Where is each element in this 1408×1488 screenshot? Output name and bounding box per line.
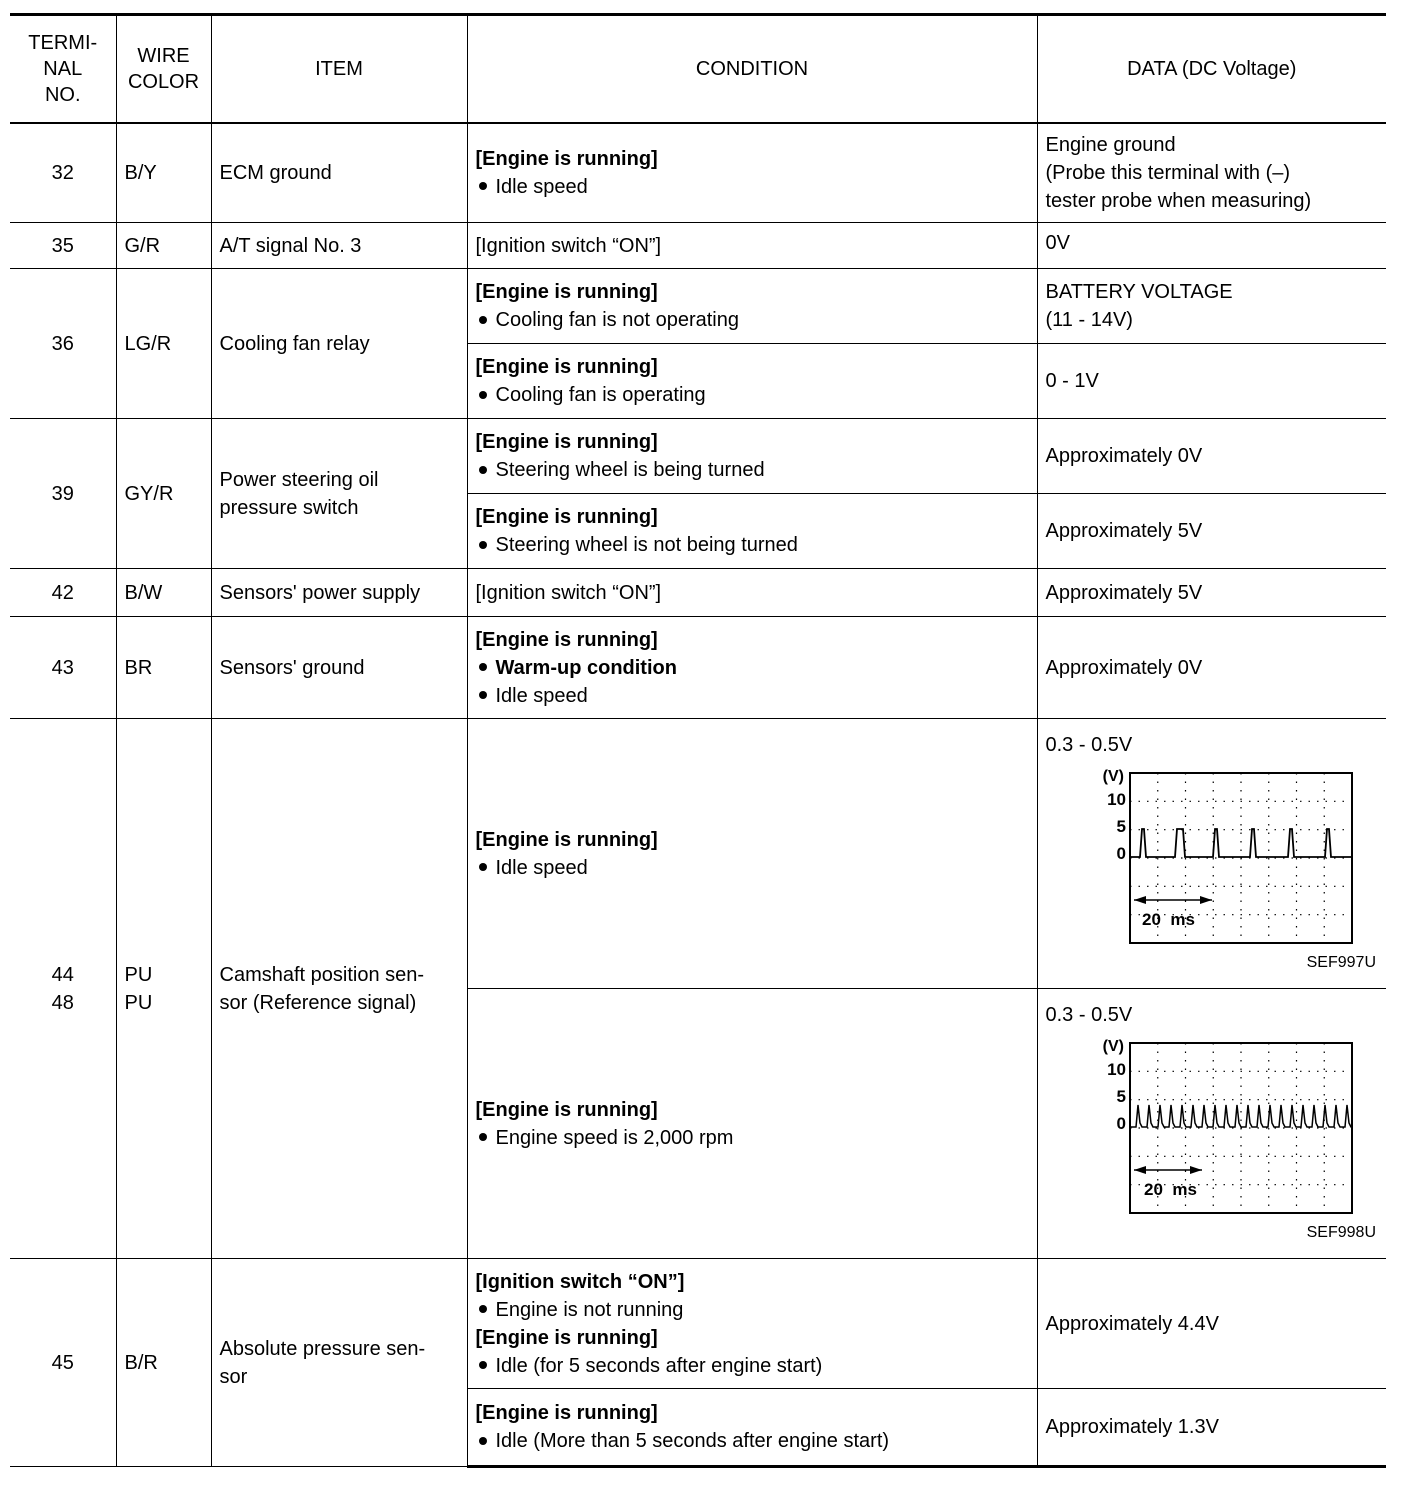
condition [467, 419, 1037, 494]
terminal-number: 39 [10, 419, 116, 569]
condition [467, 1259, 1037, 1389]
condition-heading: [Engine is running] [475, 356, 658, 378]
wire-color: BR [116, 617, 211, 719]
condition-heading: [Engine is running] [475, 1402, 658, 1424]
y-tick-label: 0 [1116, 1114, 1126, 1133]
bullet-icon [479, 1305, 487, 1313]
y-tick-label: 5 [1116, 1087, 1126, 1106]
time-scale-marker [1134, 896, 1212, 929]
condition-bullet: Engine speed is 2,000 rpm [495, 1126, 734, 1149]
wire-color: GY/R [116, 419, 211, 569]
condition-bullet: Engine is not running [495, 1298, 684, 1321]
condition-bullet: Steering wheel is being turned [495, 459, 765, 481]
terminal-number: 45 [10, 1259, 116, 1467]
bullet-icon [479, 1437, 487, 1445]
data-value: Approximately 5V [1037, 494, 1386, 569]
item-name: Power steering oil pressure switch [211, 419, 467, 569]
y-tick-label: 5 [1116, 817, 1126, 836]
bullet-icon [479, 1133, 487, 1141]
bullet-icon [479, 466, 487, 474]
wire-color: B/Y [116, 123, 211, 223]
condition-bullet: Steering wheel is not being turned [495, 534, 798, 556]
bullet-icon [479, 691, 487, 699]
oscilloscope-waveform-2000rpm [1076, 1035, 1386, 1215]
terminal-number: 42 [10, 569, 116, 617]
condition-bullet: Idle (for 5 seconds after engine start) [495, 1354, 823, 1377]
y-tick-label: 10 [1106, 1060, 1126, 1079]
item-name: Cooling fan relay [211, 269, 467, 419]
oscilloscope-panel [1046, 719, 1387, 987]
header-wire-color: WIRE COLOR [116, 15, 211, 123]
condition-bullet: Idle speed [495, 856, 588, 879]
bullet-icon [479, 863, 487, 871]
condition [467, 617, 1037, 719]
condition [467, 344, 1037, 419]
item-name: ECM ground [211, 123, 467, 223]
condition-heading: [Engine is running] [475, 828, 658, 851]
data-value [1037, 989, 1386, 1259]
table-row [10, 223, 1386, 269]
bullet-icon [479, 1361, 487, 1369]
bullet-icon [479, 541, 487, 549]
time-scale-label: 20 ms [1141, 910, 1195, 929]
table-row [10, 123, 1386, 223]
terminal-number: 36 [10, 269, 116, 419]
table-row [10, 1259, 1386, 1389]
header-condition: CONDITION [467, 15, 1037, 123]
item-name: Absolute pressure sen- sor [211, 1259, 467, 1467]
condition [467, 989, 1037, 1259]
data-value: Approximately 4.4V [1037, 1259, 1386, 1389]
table-row [10, 569, 1386, 617]
condition-bullet: Idle speed [495, 684, 588, 707]
condition-heading: [Engine is running] [475, 506, 658, 528]
bullet-icon [479, 663, 487, 671]
terminal-number: 43 [10, 617, 116, 719]
condition-heading: [Ignition switch “ON”] [467, 569, 1037, 617]
wire-color: B/W [116, 569, 211, 617]
data-value: Approximately 5V [1037, 569, 1386, 617]
table-row [10, 617, 1386, 719]
unit-label: (V) [1102, 768, 1124, 785]
condition [467, 719, 1037, 989]
bullet-icon [479, 182, 487, 190]
condition-heading: [Engine is running] [475, 1098, 658, 1121]
table-row [10, 719, 1386, 989]
condition-bullet: Idle (More than 5 seconds after engine start) [495, 1430, 890, 1452]
wire-color: B/R [116, 1259, 211, 1467]
oscilloscope-panel [1046, 989, 1387, 1257]
wire-color: LG/R [116, 269, 211, 419]
condition-bullet: Cooling fan is not operating [495, 309, 739, 331]
header-item: ITEM [211, 15, 467, 123]
oscilloscope-waveform-idle [1076, 765, 1386, 945]
header-row [10, 15, 1386, 123]
condition-heading: [Engine is running] [475, 281, 658, 303]
condition-heading: [Engine is running] [475, 147, 658, 170]
data-value: 0V [1037, 223, 1386, 269]
data-value: Approximately 0V [1037, 617, 1386, 719]
condition-bullet: Warm-up condition [495, 656, 677, 679]
header-data: DATA (DC Voltage) [1037, 15, 1386, 123]
unit-label: (V) [1102, 1038, 1124, 1055]
figure-reference: SEF997U [1306, 954, 1376, 971]
wire-color: G/R [116, 223, 211, 269]
y-tick-label: 10 [1106, 790, 1126, 809]
y-tick-label: 0 [1116, 844, 1126, 863]
data-value: 0 - 1V [1037, 344, 1386, 419]
header-terminal: TERMI- NAL NO. [10, 15, 116, 123]
voltage-range: 0.3 - 0.5V [1045, 1004, 1133, 1026]
condition-bullet: Cooling fan is operating [495, 384, 706, 406]
item-name: Sensors' ground [211, 617, 467, 719]
item-name: Camshaft position sen- sor (Reference signal) [211, 719, 467, 1259]
wire-color: PU PU [116, 719, 211, 1259]
time-scale-marker [1134, 1166, 1202, 1199]
condition-heading: [Engine is running] [475, 431, 658, 453]
condition [467, 123, 1037, 223]
condition-heading: [Ignition switch “ON”] [475, 1270, 685, 1293]
table-row [10, 419, 1386, 494]
condition [467, 494, 1037, 569]
figure-reference: SEF998U [1306, 1224, 1376, 1241]
item-name: A/T signal No. 3 [211, 223, 467, 269]
data-value: Approximately 0V [1037, 419, 1386, 494]
data-value [1037, 719, 1386, 989]
condition [467, 269, 1037, 344]
data-value: BATTERY VOLTAGE (11 - 14V) [1037, 269, 1386, 344]
voltage-range: 0.3 - 0.5V [1045, 734, 1133, 756]
data-value: Approximately 1.3V [1037, 1389, 1386, 1467]
bullet-icon [479, 391, 487, 399]
waveform-trace [1130, 1105, 1352, 1127]
condition-heading: [Engine is running] [475, 628, 658, 651]
condition [467, 1389, 1037, 1467]
time-scale-label: 20 ms [1143, 1180, 1197, 1199]
terminal-number: 32 [10, 123, 116, 223]
table-row [10, 269, 1386, 344]
bullet-icon [479, 316, 487, 324]
condition-heading: [Ignition switch “ON”] [467, 223, 1037, 269]
item-name: Sensors' power supply [211, 569, 467, 617]
condition-bullet: Idle speed [495, 175, 588, 198]
terminal-number: 44 48 [10, 719, 116, 1259]
condition-heading: [Engine is running] [475, 1326, 658, 1349]
ecm-terminal-table [10, 13, 1386, 1468]
terminal-number: 35 [10, 223, 116, 269]
data-value: Engine ground (Probe this terminal with (–) tester probe when measuring) [1037, 123, 1386, 223]
